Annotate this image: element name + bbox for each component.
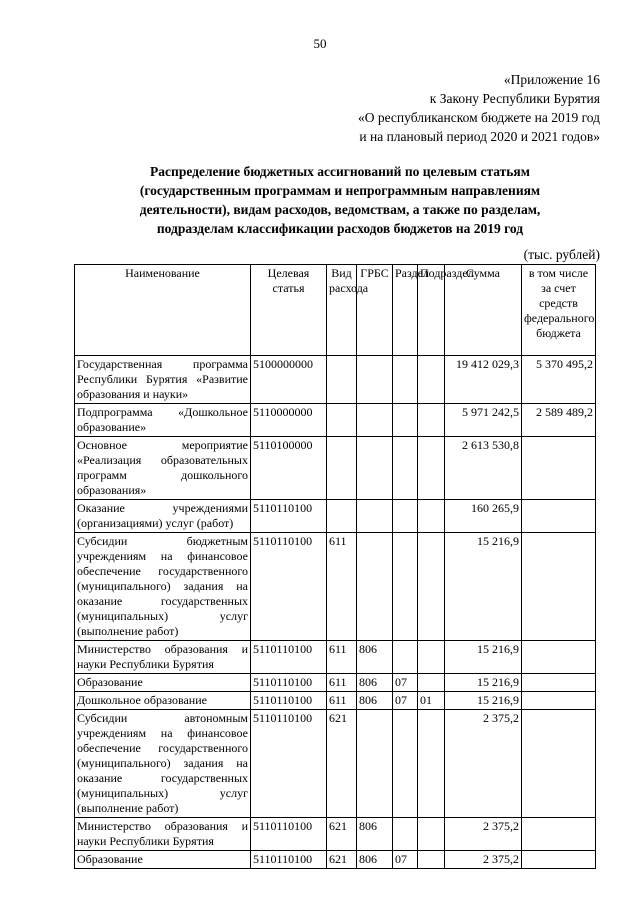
cell-sum: 15 216,9 — [445, 533, 522, 641]
cell-subsection — [418, 641, 445, 674]
cell-target: 5110110100 — [251, 710, 327, 818]
table-row — [75, 533, 596, 641]
cell-grbs — [357, 710, 393, 818]
cell-grbs — [357, 500, 393, 533]
cell-name: Министерство образования и науки Республики Бурятия — [75, 641, 251, 674]
cell-target: 5110110100 — [251, 692, 327, 710]
title-line: деятельности), видам расходов, ведомствам, а также по разделам, — [139, 202, 541, 217]
cell-grbs: 806 — [357, 692, 393, 710]
cell-subsection — [418, 710, 445, 818]
cell-sum: 15 216,9 — [445, 674, 522, 692]
header-section: Раздел — [393, 265, 418, 356]
cell-section — [393, 641, 418, 674]
cell-subsection: 01 — [418, 692, 445, 710]
cell-target: 5110110100 — [251, 818, 327, 851]
cell-section — [393, 710, 418, 818]
cell-section — [393, 404, 418, 437]
cell-section: 07 — [393, 692, 418, 710]
cell-subsection — [418, 404, 445, 437]
cell-federal — [522, 818, 596, 851]
cell-target: 5110110100 — [251, 641, 327, 674]
cell-type — [327, 404, 357, 437]
cell-grbs: 806 — [357, 674, 393, 692]
cell-sum: 15 216,9 — [445, 641, 522, 674]
cell-federal: 2 589 489,2 — [522, 404, 596, 437]
appendix-line: «О республиканском бюджете на 2019 год — [357, 110, 600, 125]
cell-section: 07 — [393, 851, 418, 869]
cell-name: Дошкольное образование — [75, 692, 251, 710]
table-row — [75, 674, 596, 692]
appendix-line: и на плановый период 2020 и 2021 годов» — [359, 129, 600, 144]
cell-grbs: 806 — [357, 818, 393, 851]
cell-subsection — [418, 674, 445, 692]
table-row — [75, 500, 596, 533]
units-label: (тыс. рублей) — [523, 247, 600, 262]
cell-sum: 2 375,2 — [445, 710, 522, 818]
cell-grbs — [357, 437, 393, 500]
cell-type: 611 — [327, 692, 357, 710]
table-row — [75, 692, 596, 710]
table-row — [75, 641, 596, 674]
title-line: Распределение бюджетных ассигнований по целевым статьям — [150, 164, 530, 179]
cell-target: 5110110100 — [251, 851, 327, 869]
cell-grbs: 806 — [357, 641, 393, 674]
cell-federal — [522, 500, 596, 533]
cell-name: Образование — [75, 851, 251, 869]
cell-type: 611 — [327, 641, 357, 674]
header-federal: в том числе за счет средств федерального бюджета — [522, 265, 596, 356]
cell-type — [327, 500, 357, 533]
budget-table — [74, 264, 596, 869]
cell-grbs — [357, 404, 393, 437]
header-grbs: ГРБС — [357, 265, 393, 356]
cell-subsection — [418, 818, 445, 851]
header-name: Наименование — [75, 265, 251, 356]
header-expense-type: Вид расхода — [327, 265, 357, 356]
cell-subsection — [418, 437, 445, 500]
cell-sum: 19 412 029,3 — [445, 356, 522, 404]
header-sum: Сумма — [445, 265, 522, 356]
cell-section — [393, 818, 418, 851]
cell-target: 5110110100 — [251, 674, 327, 692]
cell-subsection — [418, 356, 445, 404]
cell-target: 5100000000 — [251, 356, 327, 404]
cell-sum: 2 613 530,8 — [445, 437, 522, 500]
cell-name: Министерство образования и науки Республики Бурятия — [75, 818, 251, 851]
cell-type: 621 — [327, 710, 357, 818]
appendix-line: к Закону Республики Бурятия — [429, 91, 600, 106]
table-row — [75, 710, 596, 818]
cell-sum: 15 216,9 — [445, 692, 522, 710]
cell-name: Государственная программа Республики Бурятия «Развитие образования и науки» — [75, 356, 251, 404]
document-title — [80, 162, 600, 238]
cell-subsection — [418, 533, 445, 641]
cell-name: Образование — [75, 674, 251, 692]
cell-name: Основное мероприятие «Реализация образовательных программ дошкольного образования» — [75, 437, 251, 500]
table-row — [75, 404, 596, 437]
table-row — [75, 818, 596, 851]
cell-type: 611 — [327, 674, 357, 692]
cell-section — [393, 356, 418, 404]
cell-name: Субсидии бюджетным учреждениям на финансовое обеспечение государственного (муниципального) задания на оказание государственных (муниципальных) услуг (выполнение работ) — [75, 533, 251, 641]
cell-federal — [522, 710, 596, 818]
cell-federal — [522, 692, 596, 710]
cell-sum: 2 375,2 — [445, 818, 522, 851]
cell-name: Оказание учреждениями (организациями) услуг (работ) — [75, 500, 251, 533]
header-target: Целевая статья — [251, 265, 327, 356]
cell-section — [393, 533, 418, 641]
cell-sum: 5 971 242,5 — [445, 404, 522, 437]
cell-grbs — [357, 533, 393, 641]
cell-federal — [522, 437, 596, 500]
cell-sum: 2 375,2 — [445, 851, 522, 869]
table-header-row — [75, 265, 596, 356]
cell-sum: 160 265,9 — [445, 500, 522, 533]
cell-federal — [522, 641, 596, 674]
cell-subsection — [418, 500, 445, 533]
cell-section: 07 — [393, 674, 418, 692]
cell-section — [393, 437, 418, 500]
cell-name: Подпрограмма «Дошкольное образование» — [75, 404, 251, 437]
cell-federal — [522, 674, 596, 692]
table-row — [75, 851, 596, 869]
cell-type: 621 — [327, 851, 357, 869]
cell-type: 621 — [327, 818, 357, 851]
cell-section — [393, 500, 418, 533]
cell-grbs — [357, 356, 393, 404]
cell-target: 5110110100 — [251, 500, 327, 533]
cell-federal: 5 370 495,2 — [522, 356, 596, 404]
table-row — [75, 356, 596, 404]
cell-type: 611 — [327, 533, 357, 641]
appendix-header — [358, 70, 600, 146]
cell-federal — [522, 851, 596, 869]
cell-name: Субсидии автономным учреждениям на финансовое обеспечение государственного (муниципального) задания на оказание государственных (муниципальных) услуг (выполнение работ) — [75, 710, 251, 818]
title-line: подразделам классификации расходов бюджетов на 2019 год — [156, 221, 524, 236]
cell-type — [327, 356, 357, 404]
page-number: 50 — [313, 36, 327, 51]
cell-grbs: 806 — [357, 851, 393, 869]
table-row — [75, 437, 596, 500]
appendix-line: «Приложение 16 — [503, 72, 600, 87]
cell-target: 5110000000 — [251, 404, 327, 437]
cell-target: 5110100000 — [251, 437, 327, 500]
cell-federal — [522, 533, 596, 641]
cell-target: 5110110100 — [251, 533, 327, 641]
title-line: (государственным программам и непрограммным направлениям — [139, 183, 541, 198]
cell-type — [327, 437, 357, 500]
header-subsection: Подраздел — [418, 265, 445, 356]
cell-subsection — [418, 851, 445, 869]
